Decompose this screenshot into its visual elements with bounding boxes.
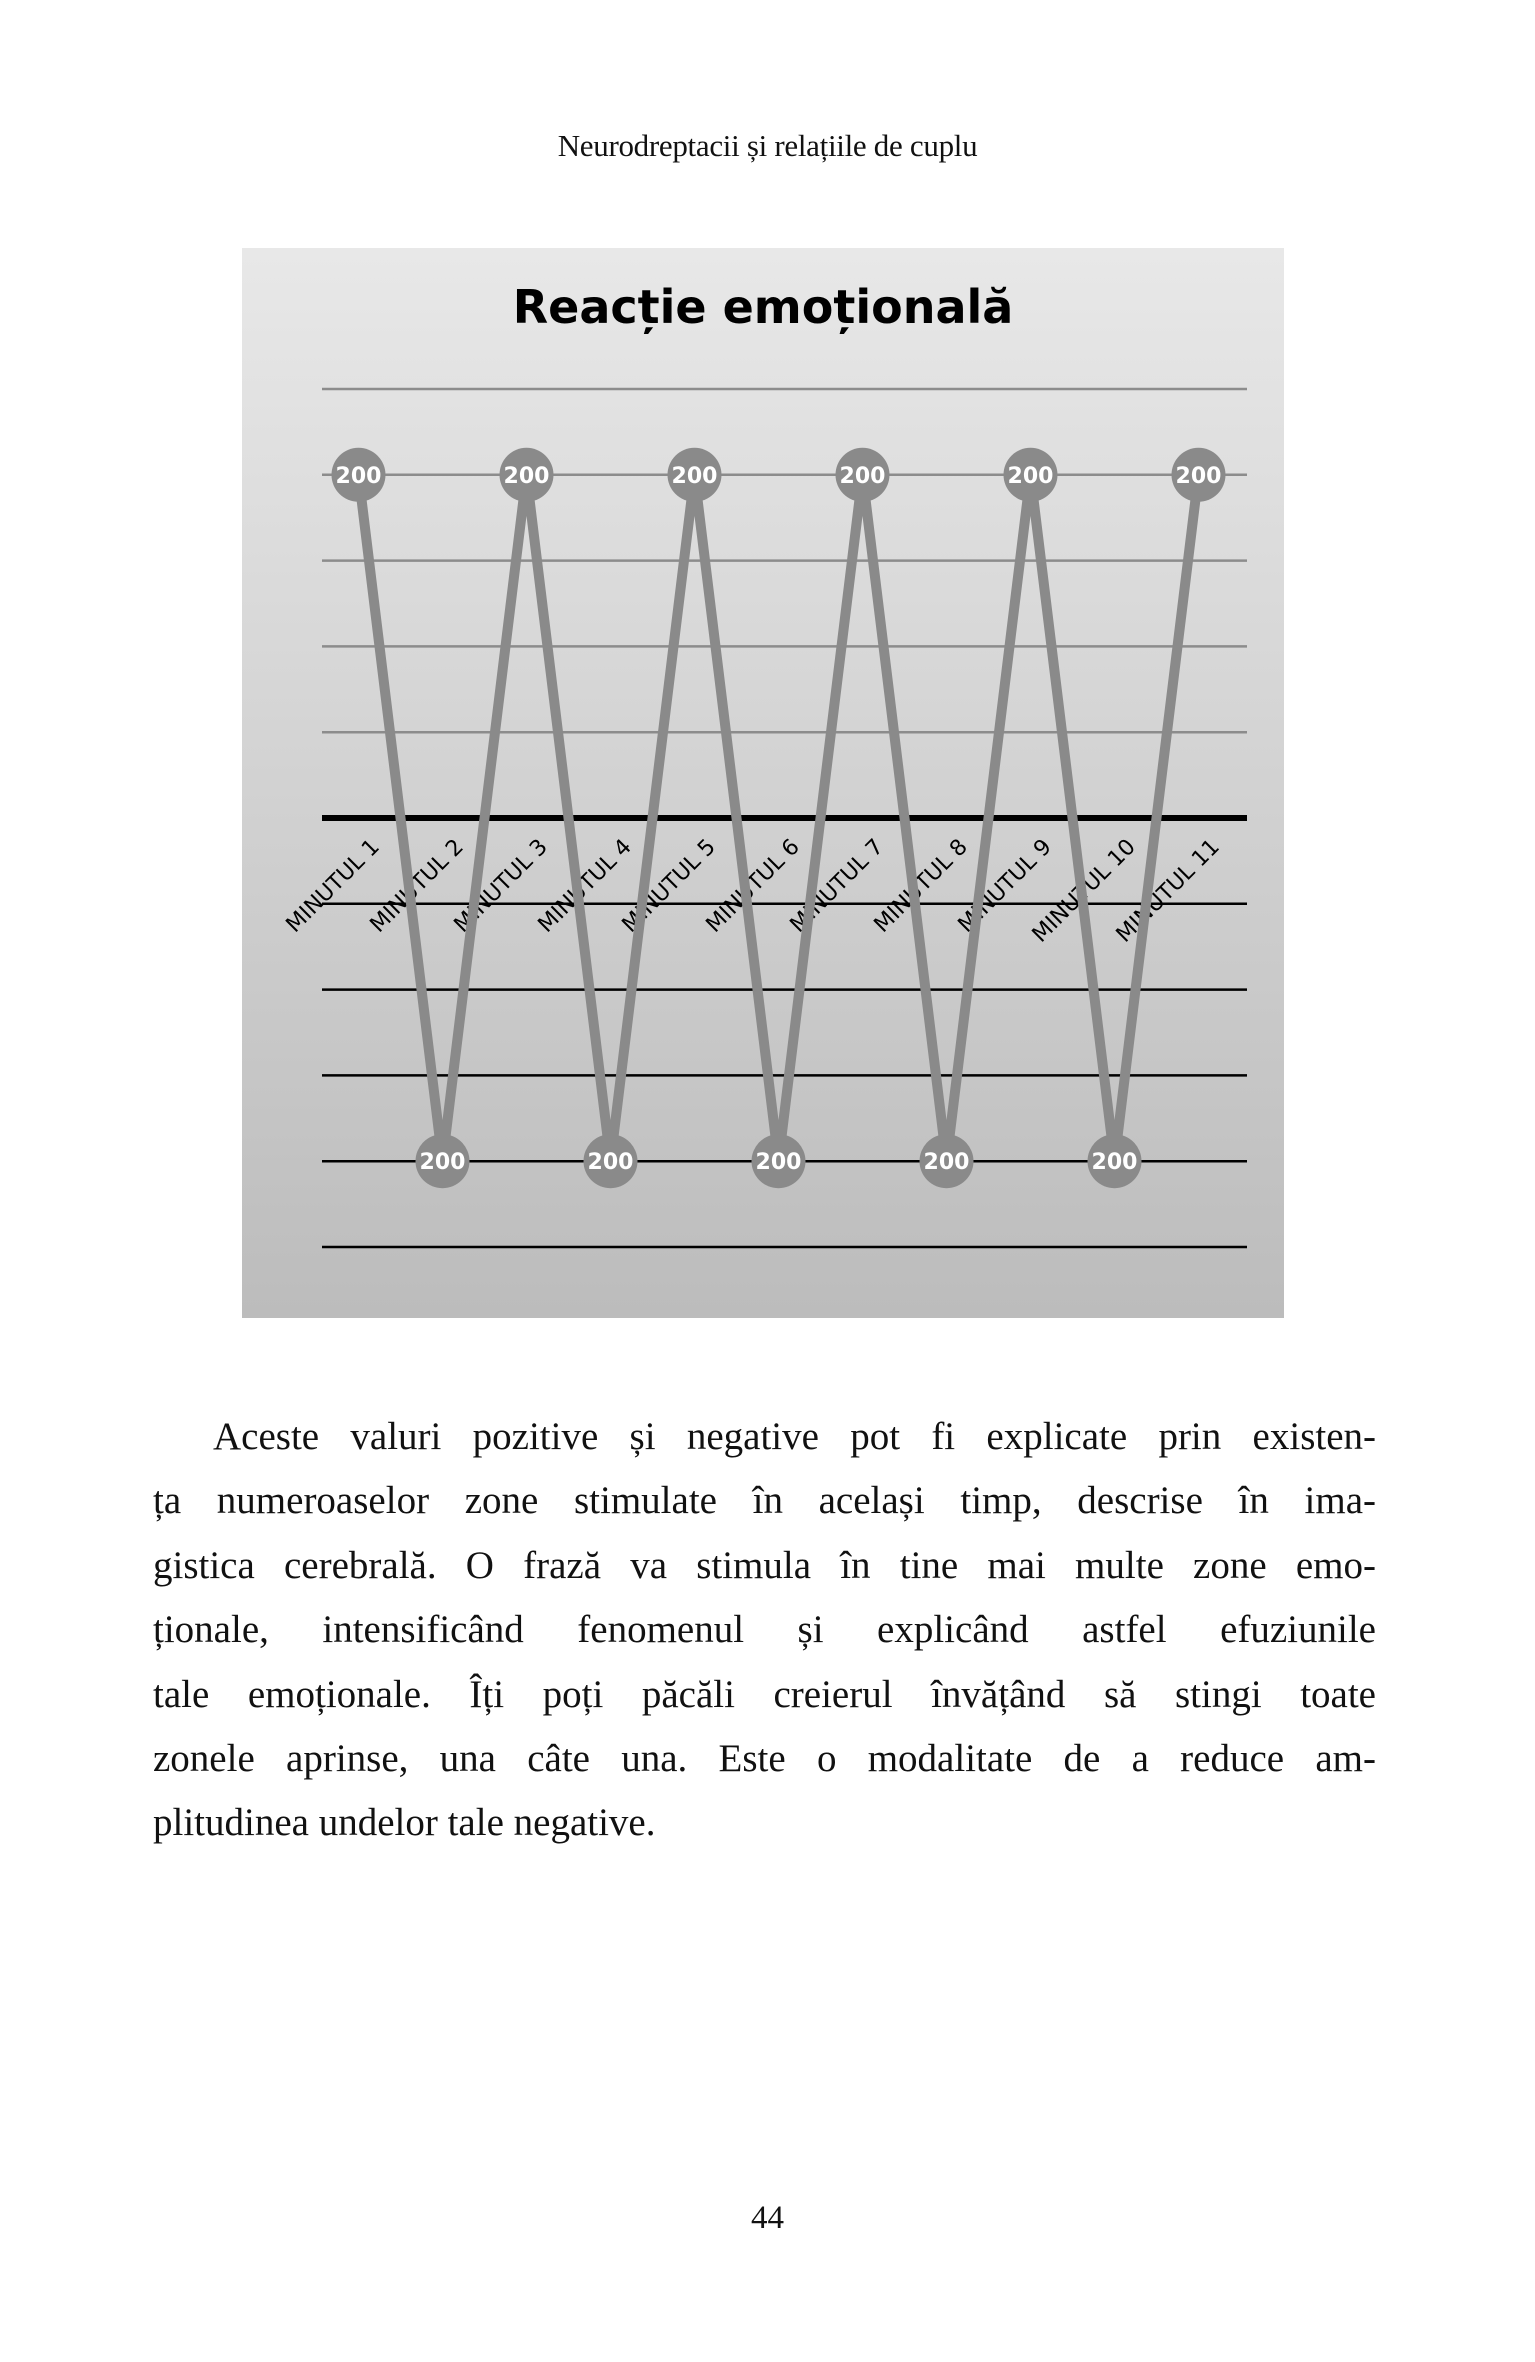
paragraph-line: tale emoționale. Îți poți păcăli creierul învățând să stingi toate <box>153 1672 1376 1716</box>
page-number: 44 <box>751 2200 784 2236</box>
data-label: 200 <box>503 463 550 489</box>
x-axis-tick-label: MINUTUL 10 <box>1027 834 1141 948</box>
data-label: 200 <box>1007 463 1054 489</box>
paragraph-line: plitudinea undelor tale negative. <box>153 1801 656 1845</box>
x-axis-tick-label: MINUTUL 7 <box>785 834 889 938</box>
paragraph-line: Aceste valuri pozitive și negative pot fi explicate prin existen- <box>213 1415 1376 1458</box>
paragraph-line: ța numeroaselor zone stimulate în același timp, descrise în ima- <box>153 1479 1376 1523</box>
paragraph-line: ționale, intensificând fenomenul și explicând astfel efuziunile <box>153 1608 1376 1652</box>
data-label: 200 <box>755 1150 802 1176</box>
x-axis-tick-label: MINUTUL 8 <box>869 834 973 938</box>
x-axis-tick-label: MINUTUL 4 <box>533 834 637 938</box>
x-axis-tick-label: MINUTUL 2 <box>365 834 469 938</box>
emotional-reaction-chart <box>242 248 1284 1318</box>
x-axis-tick-label: MINUTUL 5 <box>617 834 721 938</box>
data-label: 200 <box>839 463 886 489</box>
chart-title: Reacție emoțională <box>512 280 1014 334</box>
data-label: 200 <box>1175 463 1222 489</box>
data-label: 200 <box>671 463 718 489</box>
paragraph-line: gistica cerebrală. O frază va stimula în tine mai multe zone emo- <box>153 1543 1376 1587</box>
data-label: 200 <box>587 1150 634 1176</box>
running-header: Neurodreptacii și relațiile de cuplu <box>557 128 978 163</box>
x-axis-tick-label: MINUTUL 9 <box>953 834 1057 938</box>
data-label: 200 <box>419 1150 466 1176</box>
body-paragraph <box>153 1405 1376 1856</box>
data-label: 200 <box>923 1150 970 1176</box>
x-axis-tick-label: MINUTUL 6 <box>701 834 805 938</box>
x-axis-tick-label: MINUTUL 1 <box>281 834 385 938</box>
paragraph-line: zonele aprinse, una câte una. Este o modalitate de a reduce am- <box>153 1737 1376 1781</box>
data-label: 200 <box>1091 1150 1138 1176</box>
chart-canvas <box>242 248 1284 1318</box>
x-axis-tick-label: MINUTUL 3 <box>449 834 553 938</box>
x-axis-tick-label: MINUTUL 11 <box>1111 834 1225 948</box>
data-label: 200 <box>335 463 382 489</box>
